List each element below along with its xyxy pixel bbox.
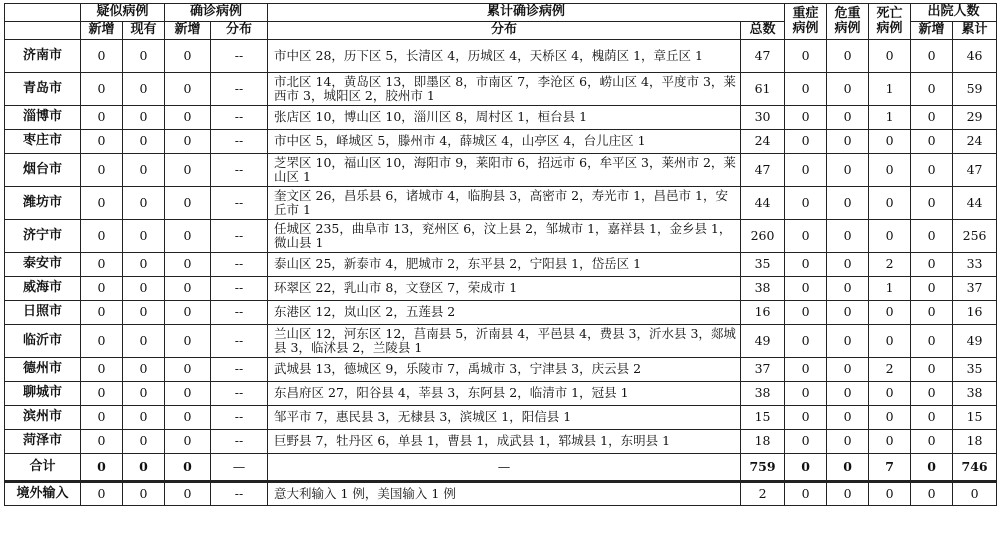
total-row bbox=[5, 454, 997, 482]
city-name-cell: 聊城市 bbox=[5, 382, 81, 406]
cumulative-distribution-cell: 东昌府区 27，阳谷县 4，莘县 3，东阿县 2，临清市 1，冠县 1 bbox=[268, 382, 741, 406]
suspected-new-cell: 0 bbox=[81, 130, 123, 154]
city-name-cell: 菏泽市 bbox=[5, 430, 81, 454]
severe-cases-cell: 0 bbox=[785, 154, 827, 187]
table-row bbox=[5, 277, 997, 301]
confirmed-new-cell: 0 bbox=[165, 454, 211, 482]
suspected-new-cell: 0 bbox=[81, 325, 123, 358]
discharged-cumulative-cell: 0 bbox=[953, 482, 997, 506]
critical-cases-cell: 0 bbox=[827, 187, 869, 220]
cumulative-total-cell: 15 bbox=[741, 406, 785, 430]
city-name-cell: 泰安市 bbox=[5, 253, 81, 277]
subheader-discharged-new: 新增 bbox=[911, 22, 953, 40]
discharged-cumulative-cell: 49 bbox=[953, 325, 997, 358]
deaths-cell: 0 bbox=[869, 430, 911, 454]
deaths-cell: 0 bbox=[869, 187, 911, 220]
suspected-new-cell: 0 bbox=[81, 106, 123, 130]
header-severe bbox=[785, 4, 827, 40]
critical-cases-cell: 0 bbox=[827, 277, 869, 301]
deaths-cell: 1 bbox=[869, 277, 911, 301]
deaths-cell: 0 bbox=[869, 220, 911, 253]
suspected-current-cell: 0 bbox=[123, 154, 165, 187]
table-header bbox=[5, 4, 997, 40]
table-row bbox=[5, 325, 997, 358]
suspected-current-cell: 0 bbox=[123, 220, 165, 253]
critical-cases-cell: 0 bbox=[827, 454, 869, 482]
severe-cases-cell: 0 bbox=[785, 73, 827, 106]
table-row bbox=[5, 130, 997, 154]
cumulative-distribution-cell: 东港区 12，岚山区 2，五莲县 2 bbox=[268, 301, 741, 325]
cumulative-distribution-cell: 市中区 28，历下区 5，长清区 4，历城区 4，天桥区 4，槐荫区 1，章丘区 1 bbox=[268, 40, 741, 73]
cumulative-distribution-cell: 环翠区 22，乳山市 8，文登区 7，荣成市 1 bbox=[268, 277, 741, 301]
confirmed-new-cell: 0 bbox=[165, 325, 211, 358]
suspected-new-cell: 0 bbox=[81, 358, 123, 382]
table-row bbox=[5, 154, 997, 187]
confirmed-new-cell: 0 bbox=[165, 106, 211, 130]
confirmed-new-cell: 0 bbox=[165, 187, 211, 220]
deaths-cell: 0 bbox=[869, 154, 911, 187]
header-corner bbox=[5, 4, 81, 22]
suspected-new-cell: 0 bbox=[81, 430, 123, 454]
confirmed-distribution-cell: -- bbox=[211, 253, 268, 277]
city-name-cell: 济宁市 bbox=[5, 220, 81, 253]
critical-cases-cell: 0 bbox=[827, 382, 869, 406]
table-row bbox=[5, 430, 997, 454]
confirmed-distribution-cell: -- bbox=[211, 40, 268, 73]
severe-cases-cell: 0 bbox=[785, 406, 827, 430]
cumulative-total-cell: 18 bbox=[741, 430, 785, 454]
suspected-new-cell: 0 bbox=[81, 382, 123, 406]
discharged-cumulative-cell: 16 bbox=[953, 301, 997, 325]
suspected-current-cell: 0 bbox=[123, 73, 165, 106]
discharged-new-cell: 0 bbox=[911, 130, 953, 154]
confirmed-distribution-cell: — bbox=[211, 454, 268, 482]
discharged-cumulative-cell: 46 bbox=[953, 40, 997, 73]
discharged-new-cell: 0 bbox=[911, 106, 953, 130]
header-critical-line2: 病例 bbox=[834, 20, 861, 36]
city-name-cell: 济南市 bbox=[5, 40, 81, 73]
cumulative-distribution-cell: 张店区 10，博山区 10，淄川区 8，周村区 1，桓台县 1 bbox=[268, 106, 741, 130]
deaths-cell: 1 bbox=[869, 106, 911, 130]
deaths-cell: 0 bbox=[869, 325, 911, 358]
cumulative-total-cell: 37 bbox=[741, 358, 785, 382]
discharged-cumulative-cell: 44 bbox=[953, 187, 997, 220]
cumulative-total-cell: 260 bbox=[741, 220, 785, 253]
city-name-cell: 枣庄市 bbox=[5, 130, 81, 154]
confirmed-new-cell: 0 bbox=[165, 406, 211, 430]
confirmed-distribution-cell: -- bbox=[211, 358, 268, 382]
severe-cases-cell: 0 bbox=[785, 277, 827, 301]
confirmed-distribution-cell: -- bbox=[211, 220, 268, 253]
suspected-new-cell: 0 bbox=[81, 482, 123, 506]
confirmed-distribution-cell: -- bbox=[211, 277, 268, 301]
critical-cases-cell: 0 bbox=[827, 358, 869, 382]
severe-cases-cell: 0 bbox=[785, 482, 827, 506]
suspected-current-cell: 0 bbox=[123, 106, 165, 130]
header-deaths bbox=[869, 4, 911, 40]
cumulative-distribution-cell: 兰山区 12，河东区 12，莒南县 5，沂南县 4，平邑县 4，费县 3，沂水县 3，郯城县 3，临沭县 2，兰陵县 1 bbox=[268, 325, 741, 358]
confirmed-new-cell: 0 bbox=[165, 301, 211, 325]
suspected-current-cell: 0 bbox=[123, 358, 165, 382]
confirmed-distribution-cell: -- bbox=[211, 187, 268, 220]
header-critical-line1: 危重 bbox=[834, 6, 861, 21]
discharged-new-cell: 0 bbox=[911, 358, 953, 382]
header-deaths-line2: 病例 bbox=[876, 20, 903, 36]
cumulative-total-cell: 24 bbox=[741, 130, 785, 154]
critical-cases-cell: 0 bbox=[827, 154, 869, 187]
confirmed-distribution-cell: -- bbox=[211, 301, 268, 325]
suspected-current-cell: 0 bbox=[123, 430, 165, 454]
cumulative-distribution-cell: 巨野县 7，牡丹区 6，单县 1，曹县 1，成武县 1，郓城县 1，东明县 1 bbox=[268, 430, 741, 454]
severe-cases-cell: 0 bbox=[785, 130, 827, 154]
severe-cases-cell: 0 bbox=[785, 253, 827, 277]
discharged-new-cell: 0 bbox=[911, 40, 953, 73]
cumulative-total-cell: 49 bbox=[741, 325, 785, 358]
critical-cases-cell: 0 bbox=[827, 406, 869, 430]
cumulative-distribution-cell: 邹平市 7，惠民县 3，无棣县 3，滨城区 1，阳信县 1 bbox=[268, 406, 741, 430]
cumulative-distribution-cell: 泰山区 25，新泰市 4，肥城市 2，东平县 2，宁阳县 1，岱岳区 1 bbox=[268, 253, 741, 277]
confirmed-distribution-cell: -- bbox=[211, 482, 268, 506]
suspected-new-cell: 0 bbox=[81, 301, 123, 325]
deaths-cell: 0 bbox=[869, 406, 911, 430]
city-name-cell: 威海市 bbox=[5, 277, 81, 301]
table-row bbox=[5, 220, 997, 253]
header-deaths-line1: 死亡 bbox=[876, 6, 903, 21]
severe-cases-cell: 0 bbox=[785, 325, 827, 358]
suspected-current-cell: 0 bbox=[123, 253, 165, 277]
suspected-new-cell: 0 bbox=[81, 187, 123, 220]
critical-cases-cell: 0 bbox=[827, 73, 869, 106]
discharged-new-cell: 0 bbox=[911, 325, 953, 358]
subheader-confirmed-distribution: 分布 bbox=[211, 22, 268, 40]
discharged-new-cell: 0 bbox=[911, 430, 953, 454]
discharged-new-cell: 0 bbox=[911, 454, 953, 482]
city-name-cell: 境外输入 bbox=[5, 482, 81, 506]
deaths-cell: 0 bbox=[869, 482, 911, 506]
deaths-cell: 0 bbox=[869, 301, 911, 325]
critical-cases-cell: 0 bbox=[827, 130, 869, 154]
suspected-new-cell: 0 bbox=[81, 40, 123, 73]
cumulative-distribution-cell: 意大利输入 1 例，美国输入 1 例 bbox=[268, 482, 741, 506]
subheader-suspected-current: 现有 bbox=[123, 22, 165, 40]
cumulative-total-cell: 759 bbox=[741, 454, 785, 482]
table-body bbox=[5, 40, 997, 506]
cumulative-total-cell: 2 bbox=[741, 482, 785, 506]
critical-cases-cell: 0 bbox=[827, 430, 869, 454]
severe-cases-cell: 0 bbox=[785, 301, 827, 325]
discharged-new-cell: 0 bbox=[911, 277, 953, 301]
suspected-new-cell: 0 bbox=[81, 73, 123, 106]
header-discharged: 出院人数 bbox=[911, 4, 997, 22]
cumulative-distribution-cell: — bbox=[268, 454, 741, 482]
cumulative-total-cell: 47 bbox=[741, 40, 785, 73]
table-row bbox=[5, 382, 997, 406]
city-name-cell: 日照市 bbox=[5, 301, 81, 325]
discharged-new-cell: 0 bbox=[911, 301, 953, 325]
city-name-cell: 临沂市 bbox=[5, 325, 81, 358]
discharged-cumulative-cell: 24 bbox=[953, 130, 997, 154]
cumulative-total-cell: 38 bbox=[741, 382, 785, 406]
covid-stats-table-container bbox=[4, 3, 997, 506]
severe-cases-cell: 0 bbox=[785, 358, 827, 382]
suspected-current-cell: 0 bbox=[123, 301, 165, 325]
confirmed-new-cell: 0 bbox=[165, 382, 211, 406]
discharged-cumulative-cell: 29 bbox=[953, 106, 997, 130]
suspected-current-cell: 0 bbox=[123, 382, 165, 406]
suspected-current-cell: 0 bbox=[123, 482, 165, 506]
suspected-new-cell: 0 bbox=[81, 277, 123, 301]
deaths-cell: 2 bbox=[869, 253, 911, 277]
confirmed-distribution-cell: -- bbox=[211, 154, 268, 187]
cumulative-total-cell: 30 bbox=[741, 106, 785, 130]
deaths-cell: 0 bbox=[869, 382, 911, 406]
table-row bbox=[5, 358, 997, 382]
suspected-current-cell: 0 bbox=[123, 130, 165, 154]
severe-cases-cell: 0 bbox=[785, 187, 827, 220]
deaths-cell: 1 bbox=[869, 73, 911, 106]
discharged-new-cell: 0 bbox=[911, 73, 953, 106]
confirmed-distribution-cell: -- bbox=[211, 382, 268, 406]
city-name-cell: 烟台市 bbox=[5, 154, 81, 187]
critical-cases-cell: 0 bbox=[827, 40, 869, 73]
subheader-discharged-cumulative: 累计 bbox=[953, 22, 997, 40]
cumulative-total-cell: 44 bbox=[741, 187, 785, 220]
discharged-new-cell: 0 bbox=[911, 482, 953, 506]
critical-cases-cell: 0 bbox=[827, 482, 869, 506]
header-confirmed: 确诊病例 bbox=[165, 4, 268, 22]
overseas-row bbox=[5, 482, 997, 506]
city-name-cell: 滨州市 bbox=[5, 406, 81, 430]
discharged-new-cell: 0 bbox=[911, 220, 953, 253]
suspected-current-cell: 0 bbox=[123, 325, 165, 358]
subheader-confirmed-new: 新增 bbox=[165, 22, 211, 40]
suspected-new-cell: 0 bbox=[81, 154, 123, 187]
discharged-cumulative-cell: 35 bbox=[953, 358, 997, 382]
cumulative-total-cell: 35 bbox=[741, 253, 785, 277]
suspected-current-cell: 0 bbox=[123, 406, 165, 430]
discharged-cumulative-cell: 38 bbox=[953, 382, 997, 406]
confirmed-new-cell: 0 bbox=[165, 73, 211, 106]
confirmed-new-cell: 0 bbox=[165, 253, 211, 277]
suspected-new-cell: 0 bbox=[81, 454, 123, 482]
confirmed-new-cell: 0 bbox=[165, 130, 211, 154]
suspected-new-cell: 0 bbox=[81, 406, 123, 430]
discharged-new-cell: 0 bbox=[911, 253, 953, 277]
table-row bbox=[5, 301, 997, 325]
confirmed-new-cell: 0 bbox=[165, 154, 211, 187]
suspected-current-cell: 0 bbox=[123, 40, 165, 73]
city-name-cell: 淄博市 bbox=[5, 106, 81, 130]
suspected-current-cell: 0 bbox=[123, 277, 165, 301]
discharged-new-cell: 0 bbox=[911, 154, 953, 187]
severe-cases-cell: 0 bbox=[785, 430, 827, 454]
discharged-new-cell: 0 bbox=[911, 406, 953, 430]
header-severe-line1: 重症 bbox=[792, 6, 819, 21]
confirmed-distribution-cell: -- bbox=[211, 73, 268, 106]
confirmed-distribution-cell: -- bbox=[211, 325, 268, 358]
confirmed-new-cell: 0 bbox=[165, 482, 211, 506]
discharged-cumulative-cell: 47 bbox=[953, 154, 997, 187]
discharged-cumulative-cell: 33 bbox=[953, 253, 997, 277]
cumulative-total-cell: 38 bbox=[741, 277, 785, 301]
suspected-new-cell: 0 bbox=[81, 253, 123, 277]
confirmed-distribution-cell: -- bbox=[211, 430, 268, 454]
cumulative-distribution-cell: 市北区 14，黄岛区 13，即墨区 8，市南区 7，李沧区 6，崂山区 4，平度市 3，莱西市 3，城阳区 2，胶州市 1 bbox=[268, 73, 741, 106]
severe-cases-cell: 0 bbox=[785, 220, 827, 253]
discharged-cumulative-cell: 18 bbox=[953, 430, 997, 454]
city-name-cell: 德州市 bbox=[5, 358, 81, 382]
discharged-cumulative-cell: 15 bbox=[953, 406, 997, 430]
cumulative-total-cell: 16 bbox=[741, 301, 785, 325]
table-row bbox=[5, 253, 997, 277]
cumulative-total-cell: 61 bbox=[741, 73, 785, 106]
cumulative-distribution-cell: 奎文区 26，昌乐县 6，诸城市 4，临朐县 3，高密市 2，寿光市 1，昌邑市 1，安丘市 1 bbox=[268, 187, 741, 220]
cumulative-distribution-cell: 市中区 5，峄城区 5，滕州市 4，薛城区 4，山亭区 4，台儿庄区 1 bbox=[268, 130, 741, 154]
cumulative-total-cell: 47 bbox=[741, 154, 785, 187]
deaths-cell: 7 bbox=[869, 454, 911, 482]
city-name-cell: 潍坊市 bbox=[5, 187, 81, 220]
subheader-cumulative-distribution: 分布 bbox=[268, 22, 741, 40]
discharged-cumulative-cell: 37 bbox=[953, 277, 997, 301]
confirmed-distribution-cell: -- bbox=[211, 130, 268, 154]
confirmed-new-cell: 0 bbox=[165, 358, 211, 382]
discharged-cumulative-cell: 746 bbox=[953, 454, 997, 482]
confirmed-distribution-cell: -- bbox=[211, 406, 268, 430]
header-suspected: 疑似病例 bbox=[81, 4, 165, 22]
discharged-cumulative-cell: 59 bbox=[953, 73, 997, 106]
cumulative-distribution-cell: 芝罘区 10，福山区 10，海阳市 9，莱阳市 6，招远市 6，牟平区 3，莱州市 2，莱山区 1 bbox=[268, 154, 741, 187]
critical-cases-cell: 0 bbox=[827, 253, 869, 277]
table-row bbox=[5, 73, 997, 106]
city-name-cell: 合计 bbox=[5, 454, 81, 482]
cumulative-distribution-cell: 任城区 235，曲阜市 13，兖州区 6，汶上县 2，邹城市 1，嘉祥县 1，金乡县 1，微山县 1 bbox=[268, 220, 741, 253]
table-row bbox=[5, 187, 997, 220]
discharged-new-cell: 0 bbox=[911, 187, 953, 220]
discharged-new-cell: 0 bbox=[911, 382, 953, 406]
suspected-current-cell: 0 bbox=[123, 454, 165, 482]
table-row bbox=[5, 40, 997, 73]
critical-cases-cell: 0 bbox=[827, 220, 869, 253]
critical-cases-cell: 0 bbox=[827, 301, 869, 325]
city-name-cell: 青岛市 bbox=[5, 73, 81, 106]
severe-cases-cell: 0 bbox=[785, 40, 827, 73]
header-severe-line2: 病例 bbox=[792, 20, 819, 36]
cumulative-distribution-cell: 武城县 13，德城区 9，乐陵市 7，禹城市 3，宁津县 3，庆云县 2 bbox=[268, 358, 741, 382]
header-critical bbox=[827, 4, 869, 40]
discharged-cumulative-cell: 256 bbox=[953, 220, 997, 253]
severe-cases-cell: 0 bbox=[785, 454, 827, 482]
severe-cases-cell: 0 bbox=[785, 382, 827, 406]
deaths-cell: 2 bbox=[869, 358, 911, 382]
covid-stats-table bbox=[4, 3, 997, 506]
critical-cases-cell: 0 bbox=[827, 106, 869, 130]
header-cumulative: 累计确诊病例 bbox=[268, 4, 785, 22]
confirmed-distribution-cell: -- bbox=[211, 106, 268, 130]
confirmed-new-cell: 0 bbox=[165, 40, 211, 73]
critical-cases-cell: 0 bbox=[827, 325, 869, 358]
confirmed-new-cell: 0 bbox=[165, 430, 211, 454]
subheader-suspected-new: 新增 bbox=[81, 22, 123, 40]
subheader-cumulative-total: 总数 bbox=[741, 22, 785, 40]
table-row bbox=[5, 406, 997, 430]
suspected-new-cell: 0 bbox=[81, 220, 123, 253]
header-blank bbox=[5, 22, 81, 40]
confirmed-new-cell: 0 bbox=[165, 277, 211, 301]
deaths-cell: 0 bbox=[869, 40, 911, 73]
suspected-current-cell: 0 bbox=[123, 187, 165, 220]
confirmed-new-cell: 0 bbox=[165, 220, 211, 253]
table-row bbox=[5, 106, 997, 130]
severe-cases-cell: 0 bbox=[785, 106, 827, 130]
deaths-cell: 0 bbox=[869, 130, 911, 154]
